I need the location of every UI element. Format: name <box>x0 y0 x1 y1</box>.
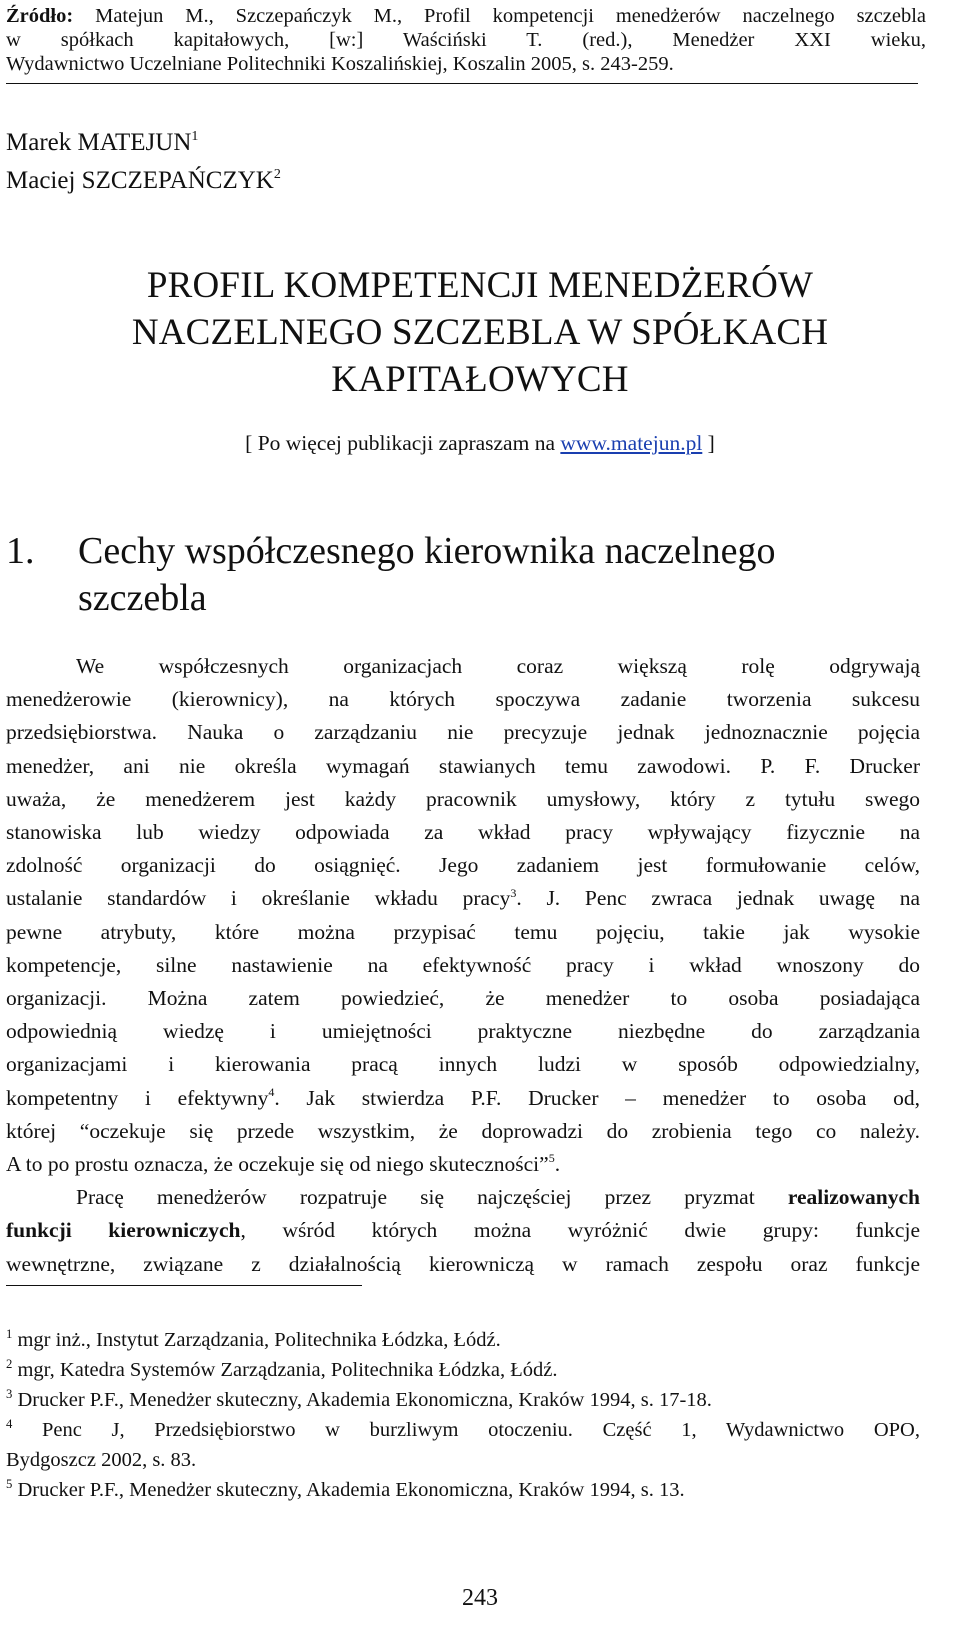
footnote-number: 2 <box>6 1356 13 1371</box>
body-line: ustalanie standardów i określanie wkładu pracy$^3$. J. Penc zwraca jednak uwagę na <box>6 885 921 911</box>
section-number: 1. <box>6 530 35 572</box>
body-line: kompetencje, silne nastawienie na efektywność pracy i wkład wnoszony do <box>6 952 920 977</box>
body-line: Pracę menedżerów rozpatruje się najczęściej przez pryzmat realizowanych <box>76 1185 920 1210</box>
section-title: Cechy współczesnego kierownika naczelnego <box>78 530 776 572</box>
source-citation: Źródło: Matejun M., Szczepańczyk M., Profil kompetencji menedżerów naczelnego szczebla w spółkach kapitałowych, [w:] Waściński T. (red.), Menedżer XXI wieku, Wydawnictwo Uczelniane Politechniki Koszalińskiej, Koszalin 2005, s. 243-259. <box>6 5 926 75</box>
body-line: przedsiębiorstwa. Nauka o zarządzaniu nie precyzuje jednak jednoznacznie pojęcia <box>6 720 920 745</box>
footnote: $^4$ Penc J, Przedsiębiorstwo w burzliwym otoczeniu. Część 1, Wydawnictwo OPO, <box>6 1416 920 1441</box>
body-line: której “oczekuje się przede wszystkim, że doprowadzi do zrobienia tego co należy. <box>6 1118 920 1143</box>
body-line: uważa, że menedżerem jest każdy pracownik umysłowy, który z tytułu swego <box>6 786 920 811</box>
body-line: organizacji. Można zatem powiedzieć, że menedżer to osoba posiadająca <box>6 986 920 1011</box>
bold-term: funkcji kierowniczych <box>6 1218 241 1243</box>
footnote-mark[interactable]: 1 <box>191 128 199 144</box>
author-list <box>6 124 281 200</box>
body-line: stanowiska lub wiedzy odpowiada za wkład pracy wpływający fizycznie na <box>6 820 920 845</box>
paper-title: PROFIL KOMPETENCJI MENEDŻERÓW NACZELNEGO SZCZEBLA W SPÓŁKACH KAPITAŁOWYCH <box>131 265 829 400</box>
footnote-continued: Bydgoszcz 2002, s. 83. <box>6 1449 197 1471</box>
body-text <box>6 650 920 1281</box>
footnote: $^2$ mgr, Katedra Systemów Zarządzania, Politechnika Łódzka, Łódź. <box>6 1356 558 1381</box>
body-line: We współczesnych organizacjach coraz większą rolę odgrywają <box>76 654 920 678</box>
footnote-mark[interactable]: 5 <box>548 1151 555 1166</box>
body-line: kompetentny i efektywny$^4$. Jak stwierdza P.F. Drucker – menedżer to osoba od, <box>6 1084 920 1110</box>
footnote-number: 1 <box>6 1326 13 1341</box>
body-line: pewne atrybuty, które można przypisać temu pojęciu, takie jak wysokie <box>6 919 920 944</box>
footnote-number: 3 <box>6 1386 13 1401</box>
body-line: A to po prostu oznacza, że oczekuje się od niego skuteczności”$^5$. <box>6 1151 561 1177</box>
page-number: 243 <box>462 1585 498 1611</box>
author-name: Marek MATEJUN$^1$ <box>6 128 199 156</box>
source-divider <box>6 83 918 84</box>
section-heading <box>6 528 906 622</box>
footnote: $^5$ Drucker P.F., Menedżer skuteczny, Akademia Ekonomiczna, Kraków 1994, s. 13. <box>6 1476 685 1501</box>
bold-term: realizowanych <box>787 1185 920 1210</box>
body-line: menedżer, ani nie określa wymagań stawianych temu zawodowi. P. F. Drucker <box>6 753 920 778</box>
section-title-continued: szczebla <box>78 577 207 619</box>
footnote-divider <box>6 1285 362 1286</box>
body-line: wewnętrzne, związane z działalnością kierowniczą w ramach zespołu oraz funkcje <box>6 1251 920 1276</box>
source-line: w spółkach kapitałowych, [w:] Waściński T. (red.), Menedżer XXI wieku, <box>6 29 926 51</box>
source-label: Źródło: <box>6 5 74 27</box>
footnote-number: 5 <box>6 1476 13 1491</box>
footnotes <box>6 1325 920 1505</box>
footnote: $^1$ mgr inż., Instytut Zarządzania, Politechnika Łódzka, Łódź. <box>6 1326 501 1351</box>
body-line: organizacjami i kierowania pracą innych ludzi w sposób odpowiedzialny, <box>6 1052 920 1077</box>
footnote-number: 4 <box>6 1416 13 1431</box>
website-link[interactable]: www.matejun.pl <box>560 431 703 455</box>
publications-note: [ Po więcej publikacji zapraszam na www.matejun.pl ] <box>245 431 715 455</box>
author-name: Maciej SZCZEPAŃCZYK$^2$ <box>6 166 281 194</box>
body-line: zdolność organizacji do osiągnięć. Jego zadaniem jest formułowanie celów, <box>6 853 920 878</box>
source-line: Wydawnictwo Uczelniane Politechniki Koszalińskiej, Koszalin 2005, s. 243-259. <box>6 53 674 75</box>
footnote-mark[interactable]: 2 <box>273 166 281 182</box>
body-line: menedżerowie (kierownicy), na których spoczywa zadanie tworzenia sukcesu <box>6 687 920 712</box>
footnote: $^3$ Drucker P.F., Menedżer skuteczny, Akademia Ekonomiczna, Kraków 1994, s. 17-18. <box>6 1386 712 1411</box>
body-line: odpowiednią wiedzę i umiejętności praktyczne niezbędne do zarządzania <box>6 1019 920 1044</box>
footnote-mark[interactable]: 3 <box>510 885 517 900</box>
footnote-mark[interactable]: 4 <box>268 1084 275 1099</box>
body-line: funkcji kierowniczych, wśród których można wyróżnić dwie grupy: funkcje <box>6 1218 920 1243</box>
